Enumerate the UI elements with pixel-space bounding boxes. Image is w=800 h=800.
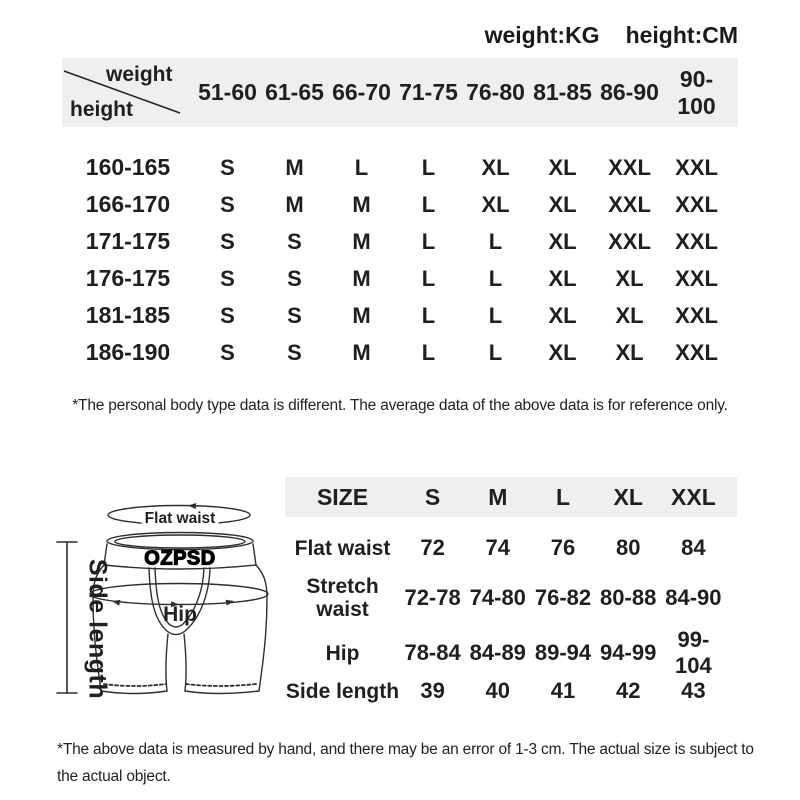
right-inner-leg	[184, 634, 186, 691]
size-cell: S	[287, 265, 302, 291]
height-range-label: 171-175	[85, 228, 171, 254]
size-header: M	[488, 483, 508, 510]
measure-value: 39	[420, 678, 445, 703]
size-cell: M	[285, 154, 304, 180]
table2-header-row	[285, 477, 737, 517]
weight-column-header: 61-65	[265, 79, 324, 105]
measure-value: 40	[485, 678, 511, 703]
table-row	[285, 573, 737, 623]
size-cell: S	[220, 154, 235, 180]
size-cell: XXL	[608, 154, 651, 180]
weight-column-header: 76-80	[466, 79, 525, 105]
measurement-table	[285, 477, 737, 708]
height-range-label: 166-170	[85, 191, 171, 217]
weight-column-header: 90-100	[677, 65, 716, 119]
left-hem-stitching	[104, 684, 166, 686]
table-row	[62, 149, 738, 186]
size-cell: L	[488, 228, 503, 254]
size-cell: M	[352, 228, 371, 254]
arrow-icon	[111, 598, 120, 606]
size-cell: XXL	[608, 228, 651, 254]
size-header: XL	[613, 483, 643, 510]
size-cell: XL	[548, 154, 577, 180]
measure-value: 72-78	[404, 585, 461, 610]
size-cell: M	[352, 302, 371, 328]
size-cell: L	[421, 265, 436, 291]
size-header: XXL	[671, 483, 716, 510]
measure-value: 99-104	[675, 627, 712, 678]
measure-value: 78-84	[404, 640, 461, 665]
measure-value: 84-90	[665, 585, 722, 610]
measure-note	[57, 736, 757, 790]
units-note	[485, 22, 738, 49]
size-cell: S	[220, 265, 235, 291]
measure-value: 76-82	[534, 585, 592, 610]
size-cell: L	[488, 265, 503, 291]
corner-height-label: height	[70, 98, 133, 121]
size-header: L	[555, 483, 571, 510]
measure-value: 94-99	[600, 640, 657, 665]
size-cell: S	[287, 302, 302, 328]
table1-body	[62, 149, 738, 371]
waistband-rim-inner	[115, 535, 245, 548]
measure-value: 41	[550, 678, 576, 703]
size-cell: L	[488, 339, 503, 365]
left-inner-leg	[166, 634, 168, 691]
size-cell: S	[220, 339, 235, 365]
size-cell: XXL	[675, 302, 718, 328]
size-cell: XL	[481, 191, 510, 217]
measure-value: 74-80	[469, 585, 526, 610]
measure-value: 42	[615, 678, 641, 703]
size-cell: S	[287, 228, 302, 254]
brand-logo: OZPSD	[144, 547, 216, 570]
size-cell: XL	[615, 265, 644, 291]
measure-label: Hip	[325, 641, 360, 665]
size-header: S	[424, 483, 441, 510]
table-row	[285, 531, 737, 565]
table-row	[62, 334, 738, 371]
flat-waist-label: Flat waist	[142, 510, 219, 528]
measure-value: 74	[485, 535, 511, 560]
table-row	[62, 260, 738, 297]
size-cell: M	[352, 339, 371, 365]
size-cell: XXL	[675, 265, 718, 291]
size-cell: XL	[548, 191, 577, 217]
table-row	[62, 223, 738, 260]
measure-value: 80	[615, 535, 641, 560]
table1-header-row	[62, 58, 738, 127]
size-cell: XL	[548, 265, 577, 291]
side-length-label: Side length	[83, 558, 112, 700]
size-cell: XL	[615, 302, 644, 328]
measure-note-line: the actual object.	[57, 768, 171, 785]
table-row	[62, 186, 738, 223]
measure-value: 76	[550, 535, 576, 560]
height-range-label: 176-175	[85, 265, 171, 291]
size-cell: L	[421, 154, 436, 180]
measure-value: 80-88	[600, 585, 657, 610]
size-cell: XL	[548, 302, 577, 328]
size-cell: M	[352, 265, 371, 291]
measure-value: 84-89	[469, 640, 526, 665]
right-leg-outline	[256, 565, 267, 691]
measure-value: 84	[681, 535, 706, 560]
table-row	[285, 627, 737, 678]
size-cell: L	[421, 228, 436, 254]
size-cell: L	[421, 302, 436, 328]
corner-weight-label: weight	[106, 63, 173, 86]
weight-unit-label: weight:KG	[484, 22, 600, 48]
arrow-icon	[188, 503, 196, 509]
size-cell: XL	[548, 228, 577, 254]
height-range-label: 181-185	[85, 302, 171, 328]
measure-label: Side length	[285, 679, 400, 703]
table-row	[285, 674, 737, 708]
size-cell: L	[354, 154, 369, 180]
weight-column-header: 86-90	[600, 79, 659, 105]
size-header: SIZE	[316, 483, 369, 510]
measure-label: Flat waist	[294, 536, 391, 560]
reference-note: *The personal body type data is different. The average data of the above data is for reference only.	[72, 397, 728, 414]
size-cell: S	[220, 302, 235, 328]
waistband-right-edge	[253, 544, 256, 565]
size-cell: XXL	[675, 191, 718, 217]
size-cell: L	[421, 191, 436, 217]
height-unit-label: height:CM	[625, 22, 738, 48]
size-cell: XL	[548, 339, 577, 365]
measure-value: 43	[681, 678, 706, 703]
table-row	[62, 297, 738, 334]
right-hem	[185, 691, 259, 694]
height-range-label: 186-190	[85, 339, 171, 365]
size-cell: S	[220, 228, 235, 254]
size-cell: L	[488, 302, 503, 328]
weight-column-header: 51-60	[198, 79, 257, 105]
weight-column-header: 71-75	[399, 79, 458, 105]
size-cell: M	[285, 191, 304, 217]
height-weight-size-table	[62, 58, 738, 371]
right-hem-stitching	[186, 684, 256, 686]
height-range-label: 160-165	[85, 154, 171, 180]
size-cell: M	[352, 191, 371, 217]
size-cell: XXL	[675, 228, 718, 254]
weight-column-header: 81-85	[533, 79, 592, 105]
size-cell: XL	[481, 154, 510, 180]
corner-cell	[62, 58, 194, 127]
size-cell: S	[220, 191, 235, 217]
measure-note-line: *The above data is measured by hand, and there may be an error of 1-3 cm. The actual size is subject to	[57, 741, 754, 758]
size-cell: S	[287, 339, 302, 365]
measure-value: 89-94	[534, 640, 592, 665]
measure-label: Stretch waist	[306, 575, 379, 621]
size-cell: L	[421, 339, 436, 365]
weight-column-header: 66-70	[332, 79, 391, 105]
measure-value: 72	[420, 535, 445, 560]
hip-label: Hip	[163, 603, 197, 626]
size-cell: XXL	[608, 191, 651, 217]
size-cell: XXL	[675, 339, 718, 365]
size-cell: XL	[615, 339, 644, 365]
size-cell: XXL	[675, 154, 718, 180]
